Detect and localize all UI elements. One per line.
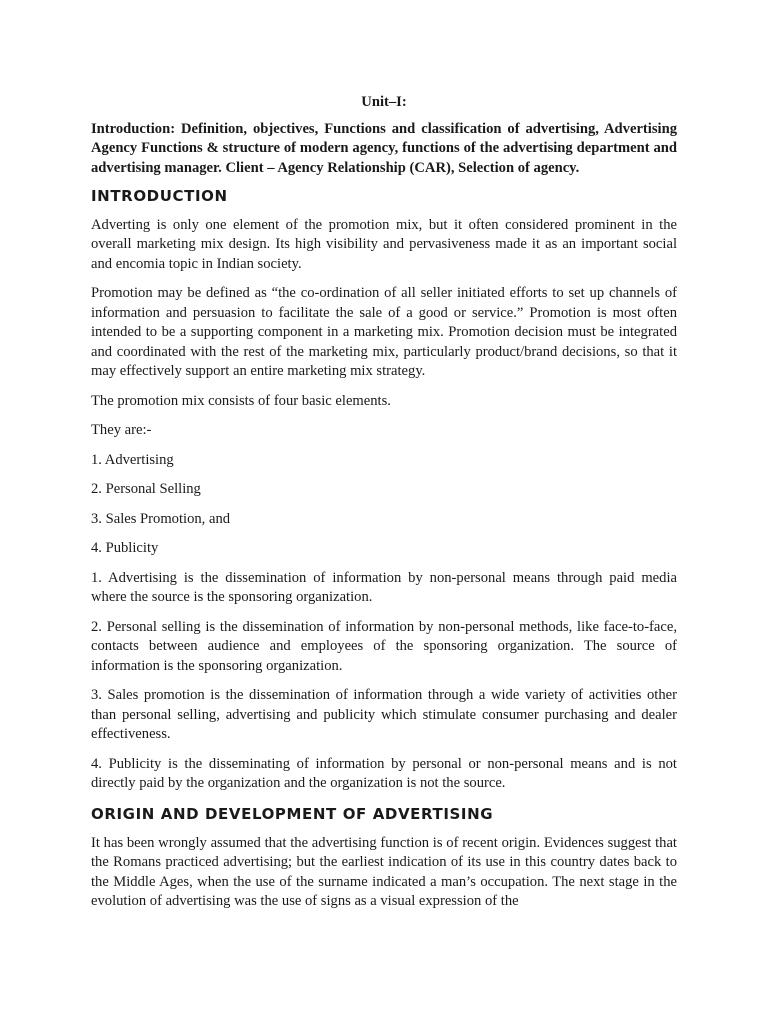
paragraph: They are:- (91, 422, 152, 439)
section-heading: INTRODUCTION (91, 186, 228, 205)
paragraph: 3. Sales promotion is the dissemination of information through a wide variety of activities other than personal selling, advertising and publicity which stimulate consumer purchasing and dealer effectiveness. (91, 687, 677, 743)
section-heading: ORIGIN AND DEVELOPMENT OF ADVERTISING (91, 804, 494, 823)
list-item: 4. Publicity (91, 540, 159, 557)
list-item: 2. Personal Selling (91, 481, 201, 498)
section-introduction (91, 186, 677, 794)
section-origin-and-development (91, 804, 677, 912)
list-item: 3. Sales Promotion, and (91, 510, 231, 527)
document-page (91, 93, 677, 912)
unit-summary: Introduction: Definition, objectives, Functions and classification of advertising, Advertising Agency Functions & structure of modern agency, functions of the advertising department and advertising manager. Client – Agency Relationship (CAR), Selection of agency. (91, 121, 677, 176)
paragraph: Adverting is only one element of the promotion mix, but it often considered prominent in the overall marketing mix design. Its high visibility and pervasiveness made it as an important social and encomia topic in Indian society. (91, 216, 677, 272)
unit-title: Unit–I: (361, 94, 407, 110)
paragraph: 4. Publicity is the disseminating of information by personal or non-personal means and is not directly paid by the organization and the organization is not the source. (91, 755, 677, 792)
paragraph: It has been wrongly assumed that the advertising function is of recent origin. Evidences suggest that the Romans practiced advertising; but the earliest indication of its use in this country dates back to the Middle Ages, when the use of the surname indicated a man’s occupation. The next stage in the evolution of advertising was the use of signs as a visual expression of the (91, 834, 677, 910)
paragraph: 1. Advertising is the dissemination of information by non-personal means through paid media where the source is the sponsoring organization. (91, 569, 677, 606)
list-item: 1. Advertising (91, 451, 174, 468)
paragraph: The promotion mix consists of four basic elements. (91, 392, 391, 409)
paragraph: 2. Personal selling is the dissemination of information by non-personal methods, like face-to-face, contacts between audience and employees of the sponsoring organization. The source of information is the sponsoring organization. (91, 618, 677, 674)
paragraph: Promotion may be defined as “the co-ordination of all seller initiated efforts to set up channels of information and persuasion to facilitate the sale of a good or service.” Promotion is most often intended to be a supporting component in a marketing mix. Promotion decision must be integrated and coordinated with the rest of the marketing mix, particularly product/brand decisions, so that it may effectively support an entire marketing mix strategy. (91, 285, 677, 380)
